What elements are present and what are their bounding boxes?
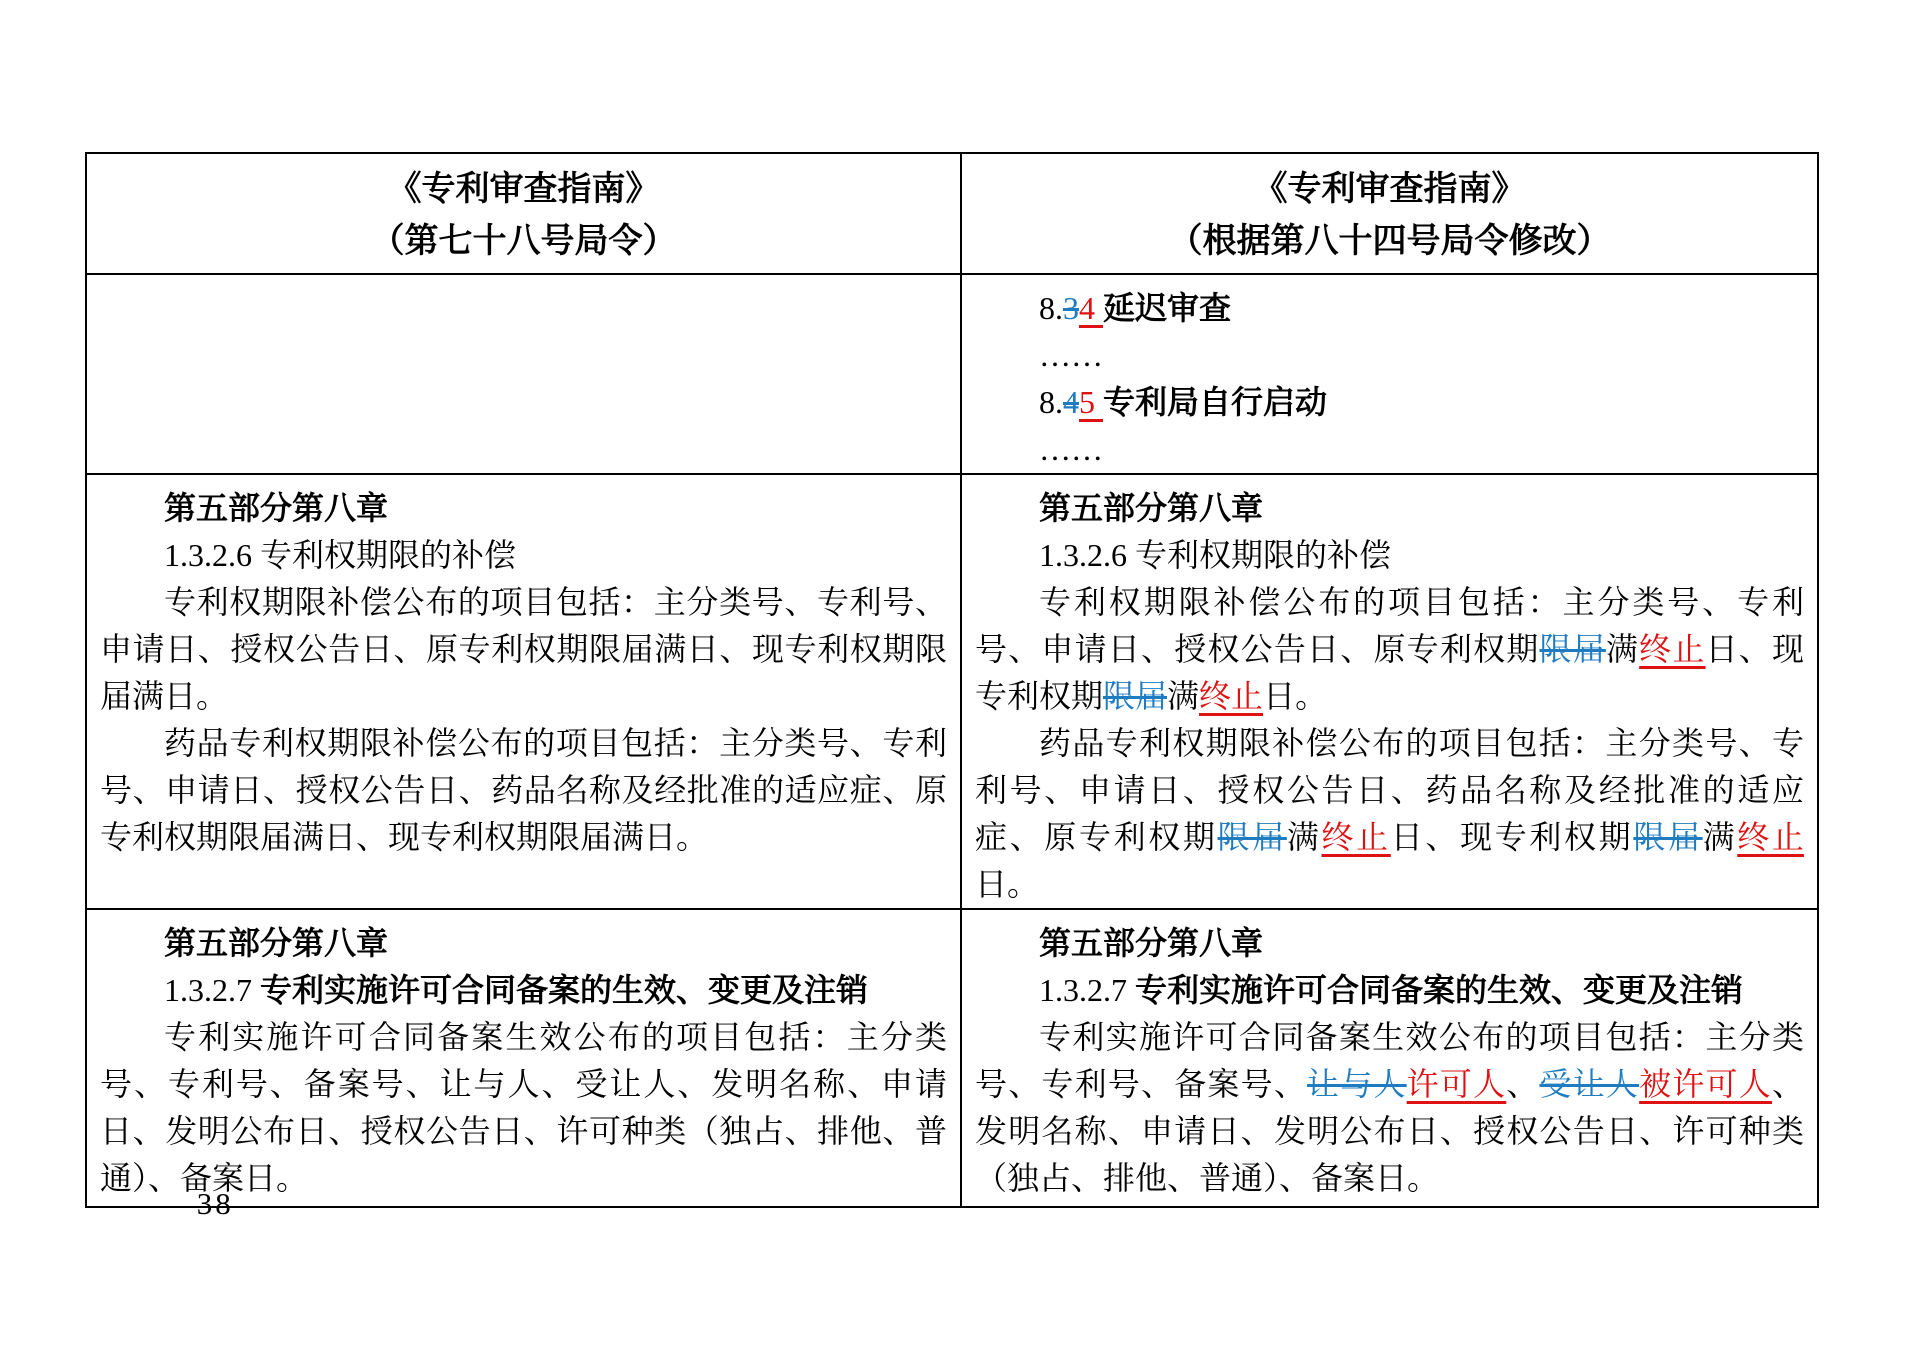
old-version-subtitle: （第七十八号局令） (370, 223, 677, 260)
paragraph-patent-term-compensation: 专利权期限补偿公布的项目包括：主分类号、专利号、申请日、授权公告日、原专利权期限届满日、现专利权期限届满日。 (100, 584, 947, 714)
section-heading-1-3-2-7: 1.3.2.7 专利实施许可合同备案的生效、变更及注销 (1039, 972, 1744, 1008)
table-header-row (86, 153, 1818, 274)
cell-new-renumber (961, 274, 1818, 474)
row-section-1-3-2-6 (86, 474, 1818, 909)
cell-old-renumber-empty (86, 274, 961, 474)
ellipsis-line: …… (1039, 431, 1103, 467)
cell-old-1-3-2-7 (86, 909, 961, 1207)
paragraph-license-recordal-edited: 专利实施许可合同备案生效公布的项目包括：主分类号、专利号、备案号、让与人许可人、受让人被许可人、发明名称、申请日、发明公布日、授权公告日、许可种类（独占、排他、普通）、备案日。 (975, 1019, 1804, 1196)
chapter-heading: 第五部分第八章 (164, 925, 389, 961)
paragraph-drug-patent-term-compensation: 药品专利权期限补偿公布的项目包括：主分类号、专利号、申请日、授权公告日、药品名称及经批准的适应症、原专利权期限届满日、现专利权期限届满日。 (100, 725, 947, 855)
cell-new-1-3-2-7 (961, 909, 1818, 1207)
guideline-comparison-table (85, 152, 1819, 1208)
old-version-title: 《专利审查指南》 (387, 171, 660, 208)
cell-old-1-3-2-6 (86, 474, 961, 909)
section-heading-1-3-2-7: 1.3.2.7 专利实施许可合同备案的生效、变更及注销 (164, 972, 869, 1008)
row-section-1-3-2-7 (86, 909, 1818, 1207)
new-version-title: 《专利审查指南》 (1253, 171, 1526, 208)
paragraph-license-recordal: 专利实施许可合同备案生效公布的项目包括：主分类号、专利号、备案号、让与人、受让人、发明名称、申请日、发明公布日、授权公告日、许可种类（独占、排他、普通）、备案日。 (100, 1019, 947, 1196)
new-version-subtitle: （根据第八十四号局令修改） (1168, 223, 1611, 260)
section-heading-1-3-2-6: 1.3.2.6 专利权期限的补偿 (164, 537, 517, 573)
paragraph-drug-patent-term-compensation-edited: 药品专利权期限补偿公布的项目包括：主分类号、专利号、申请日、授权公告日、药品名称及经批准的适应症、原专利权期限届满终止日、现专利权期限届满终止日。 (975, 725, 1804, 902)
chapter-heading: 第五部分第八章 (1039, 490, 1264, 526)
header-cell-old-version (86, 153, 961, 274)
heading-delayed-examination: 8.34 延迟审查 (1039, 290, 1232, 326)
chapter-heading: 第五部分第八章 (1039, 925, 1264, 961)
section-heading-1-3-2-6: 1.3.2.6 专利权期限的补偿 (1039, 537, 1392, 573)
page-number: — 38 — (152, 1186, 279, 1221)
ellipsis-line: …… (1039, 337, 1103, 373)
cell-new-1-3-2-6 (961, 474, 1818, 909)
row-renumbered-headings (86, 274, 1818, 474)
heading-office-self-initiated: 8.45 专利局自行启动 (1039, 384, 1328, 420)
paragraph-patent-term-compensation-edited: 专利权期限补偿公布的项目包括：主分类号、专利号、申请日、授权公告日、原专利权期限届满终止日、现专利权期限届满终止日。 (975, 584, 1804, 714)
chapter-heading: 第五部分第八章 (164, 490, 389, 526)
header-cell-new-version (961, 153, 1818, 274)
